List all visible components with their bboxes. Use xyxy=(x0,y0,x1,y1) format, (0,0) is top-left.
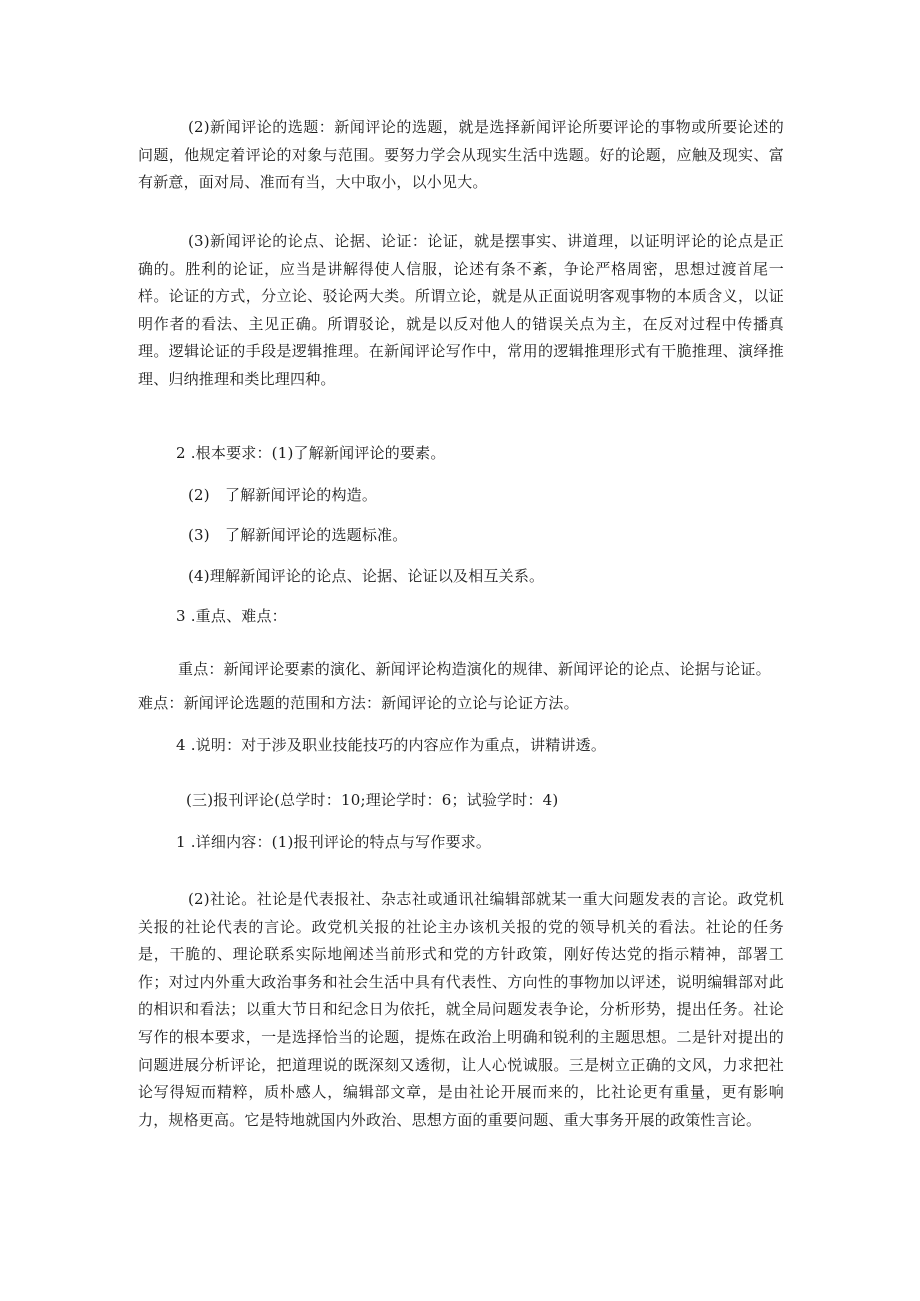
paragraph-key-points-heading: 3 .重点、难点： xyxy=(176,607,287,625)
section-heading-newspaper-commentary: (三)报刊评论(总学时：10;理论学时：6；试验学时：4) xyxy=(186,791,559,809)
paragraph-argument: (3)新闻评论的论点、论据、论证：论证，就是摆事实、讲道理，以证明评论的论点是正确的。胜利的论证，应当是讲解得使人信服，论述有条不紊，争论严格周密，思想过渡首尾一样。论证的方式，分立论、驳论两大类。所谓立论，就是从正面说明客观事物的本质含义，以证明作者的看法、主见正确。所谓驳论，就是以反对他人的错误关点为主，在反对过程中传播真理。逻辑论证的手段是逻辑推理。在新闻评论写作中，常用的逻辑推理形式有干脆推理、演绎推理、归纳推理和类比理四种。 xyxy=(138,232,784,388)
paragraph-key-points: 重点：新闻评论要素的演化、新闻评论构造演化的规律、新闻评论的论点、论据与论证。 xyxy=(178,660,771,678)
paragraph-basic-requirements: 2 .根本要求：(1)了解新闻评论的要素。 xyxy=(176,444,446,462)
paragraph-difficulties: 难点：新闻评论选题的范围和方法：新闻评论的立论与论证方法。 xyxy=(138,694,579,712)
paragraph-requirement-4: (4)理解新闻评论的论点、论据、论证以及相互关系。 xyxy=(188,567,545,585)
paragraph-detailed-content: 1 .详细内容：(1)报刊评论的特点与写作要求。 xyxy=(176,833,492,851)
paragraph-editorial: (2)社论。社论是代表报社、杂志社或通讯社编辑部就某一重大问题发表的言论。政党机关报的社论代表的言论。政党机关报的社论主办该机关报的党的领导机关的看法。社论的任务是，干脆的、理论联系实际地阐述当前形式和党的方针政策，刚好传达党的指示精神，部署工作；对过内外重大政治事务和社会生活中具有代表性、方向性的事物加以评述，说明编辑部对此的相识和看法；以重大节日和纪念日为依托，就全局问题发表争论，分析形势，提出任务。社论写作的根本要求，一是选择恰当的论题，提炼在政治上明确和锐利的主题思想。二是针对提出的问题进展分析评论，把道理说的既深刻又透彻，让人心悦诚服。三是树立正确的文风，力求把社论写得短而精粹，质朴感人，编辑部文章，是由社论开展而来的，比社论更有重量，更有影响力，规格更高。它是特地就国内外政治、思想方面的重要问题、重大事务开展的政策性言论。 xyxy=(138,890,784,1129)
paragraph-notes: 4 .说明：对于涉及职业技能技巧的内容应作为重点，讲精讲透。 xyxy=(176,736,607,754)
paragraph-requirement-2: (2) 了解新闻评论的构造。 xyxy=(188,486,378,504)
paragraph-requirement-3: (3) 了解新闻评论的选题标准。 xyxy=(188,526,408,544)
paragraph-topic-selection: (2)新闻评论的选题：新闻评论的选题，就是选择新闻评论所要评论的事物或所要论述的问题，他规定着评论的对象与范围。要努力学会从现实生活中选题。好的论题，应触及现实、富有新意，面对局、准而有当，大中取小，以小见大。 xyxy=(138,118,784,192)
